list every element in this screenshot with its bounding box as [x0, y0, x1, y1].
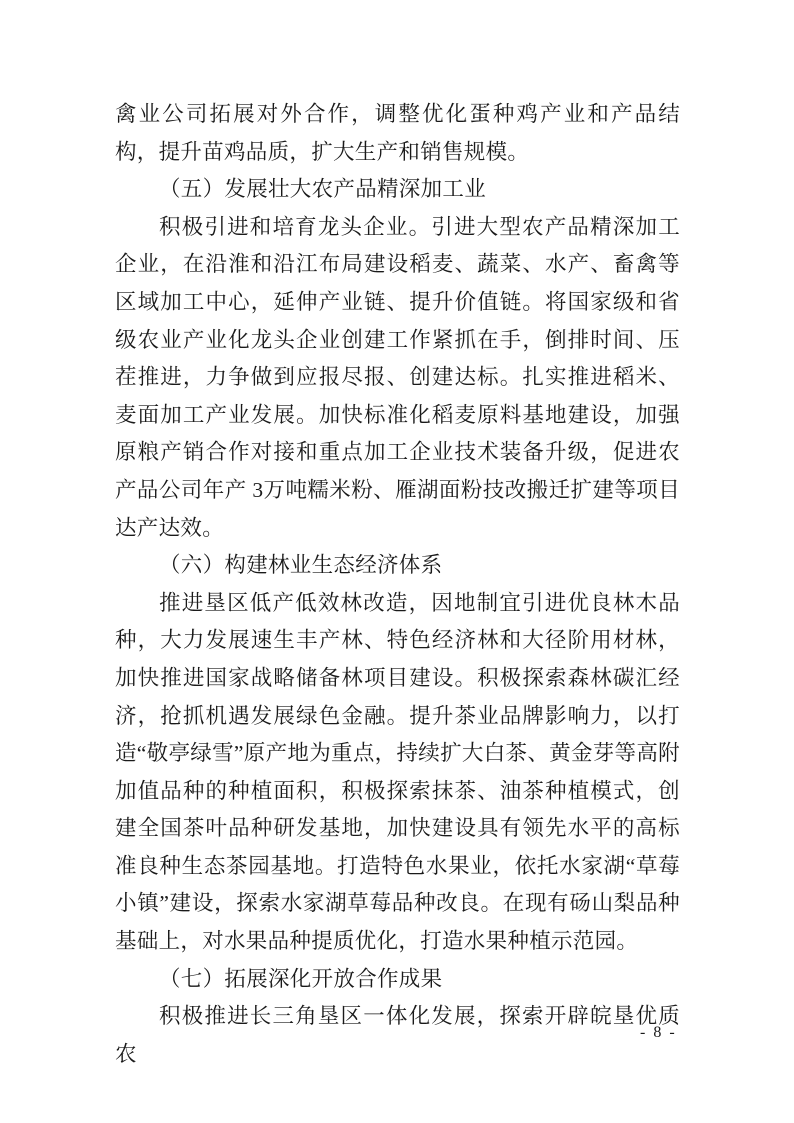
page-number: - 8 - [640, 1024, 677, 1041]
paragraph-section-6-forestry-economy: 推进垦区低产低效林改造，因地制宜引进优良林木品种，大力发展速生丰产林、特色经济林和大径阶用材林，加快推进国家战略储备林项目建设。积极探索森林碳汇经济，抢抓机遇发展绿色金融。提升茶业品牌影响力，以打造“敬亭绿雪”原产地为重点，持续扩大白茶、黄金芽等高附加值品种的种植面积，积极探索抹茶、油茶种植模式，创建全国茶叶品种研发基地，加快建设具有领先水平的高标准良种生态茶园基地。打造特色水果业，依托水家湖“草莓小镇”建设，探索水家湖草莓品种改良。在现有砀山梨品种基础上，对水果品种提质优化，打造水果种植示范园。 [115, 590, 680, 954]
heading-section-6: （六）构建林业生态经济体系 [159, 553, 443, 578]
paragraph-continued-poultry: 禽业公司拓展对外合作，调整优化蛋种鸡产业和产品结构，提升苗鸡品质，扩大生产和销售规模。 [115, 102, 680, 164]
heading-section-5: （五）发展壮大农产品精深加工业 [159, 177, 487, 202]
paragraph-section-7-cooperation: 积极推进长三角垦区一体化发展，探索开辟皖垦优质农 [115, 1004, 680, 1066]
heading-section-7: （七）拓展深化开放合作成果 [159, 966, 443, 991]
paragraph-section-5-processing-industry: 积极引进和培育龙头企业。引进大型农产品精深加工企业，在沿淮和沿江布局建设稻麦、蔬菜、水产、畜禽等区域加工中心，延伸产业链、提升价值链。将国家级和省级农业产业化龙头企业创建工作紧抓在手，倒排时间、压茬推进，力争做到应报尽报、创建达标。扎实推进稻米、麦面加工产业发展。加快标准化稻麦原料基地建设，加强原粮产销合作对接和重点加工企业技术装备升级，促进农产品公司年产 3万吨糯米粉、雁湖面粉技改搬迁扩建等项目达产达效。 [115, 214, 680, 540]
document-body [115, 96, 680, 1073]
